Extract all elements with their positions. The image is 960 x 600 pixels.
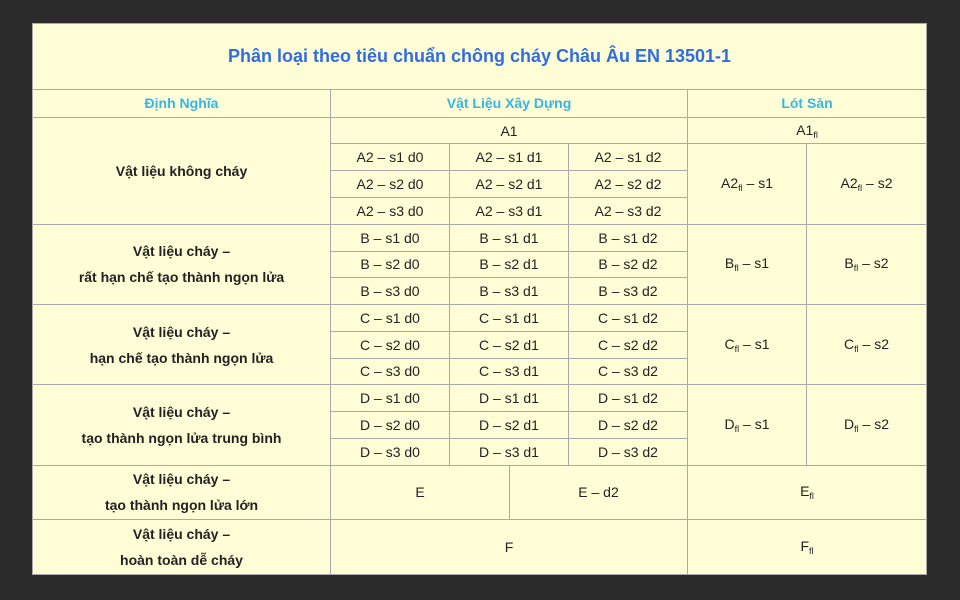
definition-cell: [33, 305, 331, 385]
material-cell: A2 – s2 d2: [569, 171, 688, 198]
material-cell: A1: [331, 117, 688, 144]
definition-cell: [33, 224, 331, 304]
floor-cell: $F_{fl}$: [688, 520, 927, 575]
material-cell: B – s2 d0: [331, 251, 450, 278]
definition-line: Vật liệu cháy –: [132, 526, 231, 543]
table-title: Phân loại theo tiêu chuẩn chông cháy Châu Âu EN 13501-1: [33, 24, 927, 90]
material-cell: C – s3 d1: [450, 358, 569, 385]
material-cell: D – s2 d1: [450, 412, 569, 439]
header-building-materials: Vật Liệu Xây Dựng: [331, 89, 688, 117]
material-cell: C – s1 d0: [331, 305, 450, 332]
floor-cell: $D_{fl} - s1$: [688, 385, 807, 465]
classification-table: [32, 23, 927, 575]
classification-table-container: [32, 23, 926, 575]
material-cell: C – s1 d1: [450, 305, 569, 332]
material-cell: D – s1 d0: [331, 385, 450, 412]
definition-cell: [33, 385, 331, 465]
definition-cell: [33, 465, 331, 520]
material-cell: E – d2: [510, 465, 688, 520]
material-cell: B – s2 d2: [569, 251, 688, 278]
material-cell: B – s3 d0: [331, 278, 450, 305]
floor-cell: $B_{fl} - s2$: [807, 224, 927, 304]
material-cell: A2 – s1 d1: [450, 144, 569, 171]
definition-line: hoàn toàn dễ cháy: [120, 552, 243, 569]
material-cell: A2 – s3 d1: [450, 198, 569, 225]
material-cell: C – s2 d0: [331, 331, 450, 358]
floor-cell: $A1_{fl}$: [688, 117, 927, 144]
material-cell: D – s2 d0: [331, 412, 450, 439]
material-cell: C – s1 d2: [569, 305, 688, 332]
material-cell: C – s3 d2: [569, 358, 688, 385]
material-cell: D – s1 d2: [569, 385, 688, 412]
material-cell: C – s2 d2: [569, 331, 688, 358]
material-cell: A2 – s3 d2: [569, 198, 688, 225]
floor-cell: $A2_{fl} - s2$: [807, 144, 927, 224]
material-cell: D – s3 d1: [450, 438, 569, 465]
material-cell: B – s3 d2: [569, 278, 688, 305]
definition-line: Vật liệu không cháy: [115, 162, 248, 179]
header-flooring: Lót Sàn: [688, 89, 927, 117]
material-cell: B – s1 d1: [450, 224, 569, 251]
floor-cell: $B_{fl} - s1$: [688, 224, 807, 304]
floor-cell: $A2_{fl} - s1$: [688, 144, 807, 224]
material-cell: B – s1 d2: [569, 224, 688, 251]
material-cell: E: [331, 465, 510, 520]
floor-cell: $C_{fl} - s1$: [688, 305, 807, 385]
definition-line: rất hạn chế tạo thành ngọn lửa: [78, 269, 285, 286]
material-cell: A2 – s1 d2: [569, 144, 688, 171]
definition-line: Vật liệu cháy –: [132, 471, 231, 488]
definition-cell: [33, 117, 331, 224]
material-cell: D – s3 d0: [331, 438, 450, 465]
material-cell: D – s3 d2: [569, 438, 688, 465]
material-cell: A2 – s3 d0: [331, 198, 450, 225]
floor-cell: $D_{fl} - s2$: [807, 385, 927, 465]
definition-line: Vật liệu cháy –: [132, 323, 231, 340]
floor-cell: $E_{fl}$: [688, 465, 927, 520]
material-cell: A2 – s1 d0: [331, 144, 450, 171]
definition-line: tạo thành ngọn lửa lớn: [104, 497, 259, 514]
material-cell: B – s2 d1: [450, 251, 569, 278]
material-cell: F: [331, 520, 688, 575]
definition-cell: [33, 520, 331, 575]
definition-line: hạn chế tạo thành ngọn lửa: [89, 349, 274, 366]
floor-cell: $C_{fl} - s2$: [807, 305, 927, 385]
material-cell: D – s1 d1: [450, 385, 569, 412]
material-cell: B – s3 d1: [450, 278, 569, 305]
definition-line: tạo thành ngọn lửa trung bình: [81, 430, 282, 446]
header-definition: Định Nghĩa: [33, 89, 331, 117]
material-cell: B – s1 d0: [331, 224, 450, 251]
definition-line: Vật liệu cháy –: [132, 243, 231, 260]
material-cell: D – s2 d2: [569, 412, 688, 439]
material-cell: C – s2 d1: [450, 331, 569, 358]
material-cell: C – s3 d0: [331, 358, 450, 385]
material-cell: A2 – s2 d0: [331, 171, 450, 198]
definition-line: Vật liệu cháy –: [132, 404, 231, 420]
material-cell: A2 – s2 d1: [450, 171, 569, 198]
